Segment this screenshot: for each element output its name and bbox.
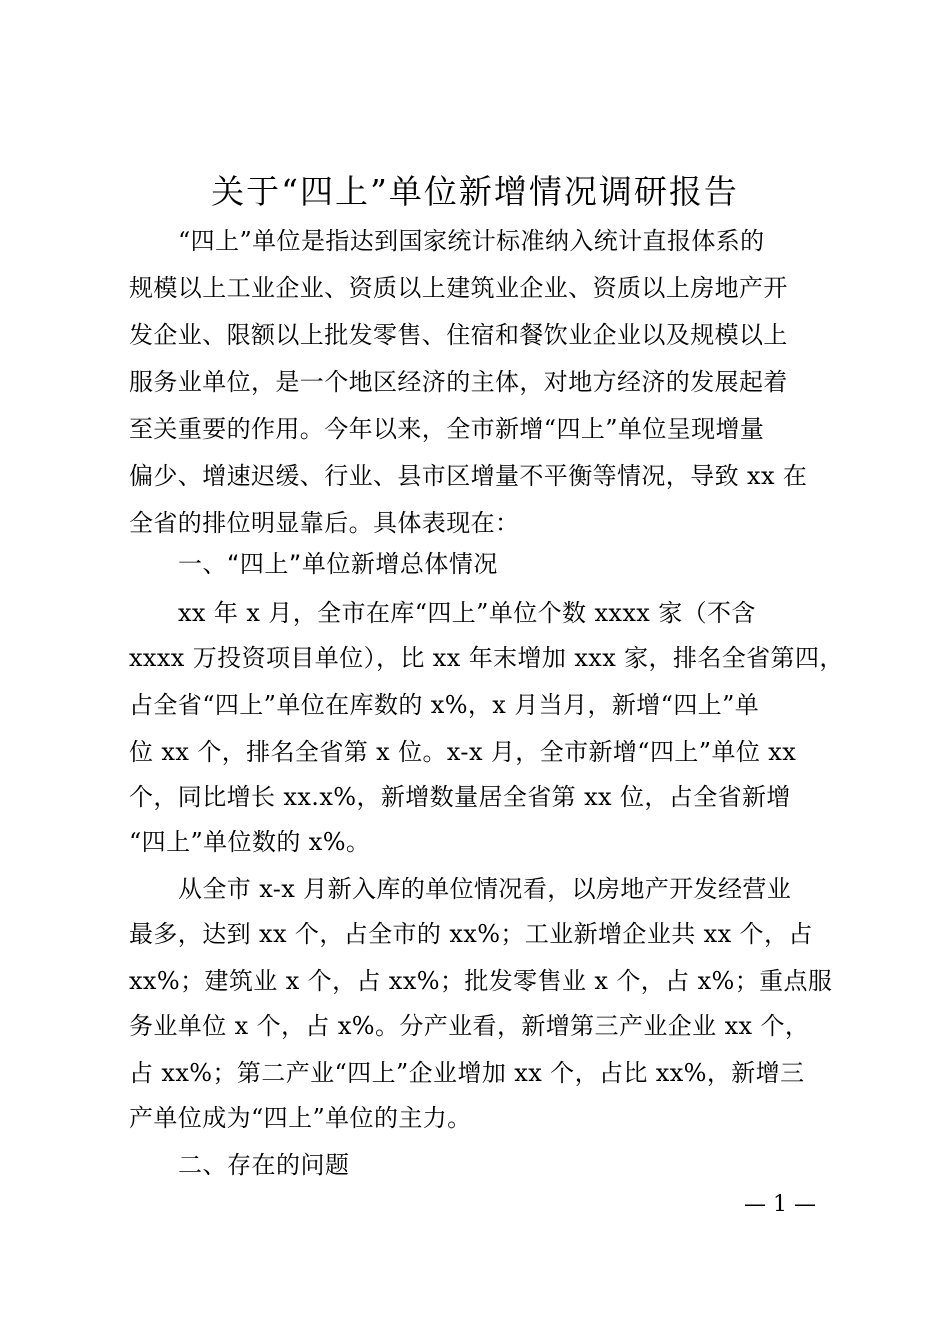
paragraph-line: 占 xx%；第二产业“四上”企业增加 xx 个，占比 xx%，新增三: [129, 1059, 805, 1087]
paragraph-line: “四上”单位数的 x%。: [129, 828, 371, 856]
paragraph-line: 务业单位 x 个，占 x%。分产业看，新增第三产业企业 xx 个，: [129, 1012, 810, 1040]
paragraph-line: 从全市 x-x 月新入库的单位情况看，以房地产开发经营业: [178, 875, 792, 903]
intro-line: 服务业单位，是一个地区经济的主体，对地方经济的发展起着: [129, 368, 788, 396]
intro-line: 至关重要的作用。今年以来，全市新增“四上”单位呈现增量: [129, 415, 765, 443]
paragraph-line: xx%；建筑业 x 个，占 xx%；批发零售业 x 个，占 x%；重点服: [129, 967, 833, 995]
intro-line: 规模以上工业企业、资质以上建筑业企业、资质以上房地产开: [129, 274, 788, 302]
paragraph-line: 最多，达到 xx 个，占全市的 xx%；工业新增企业共 xx 个，占: [129, 920, 813, 948]
section-heading: 一、“四上”单位新增总体情况: [178, 550, 498, 578]
paragraph-line: 个，同比增长 xx.x%，新增数量居全省第 xx 位，占全省新增: [129, 783, 791, 811]
document-title: 关于“四上”单位新增情况调研报告: [211, 172, 739, 211]
intro-line: 发企业、限额以上批发零售、住宿和餐饮业企业以及规模以上: [129, 321, 788, 349]
intro-line: 全省的排位明显靠后。具体表现在：: [129, 509, 520, 537]
section-heading: 二、存在的问题: [178, 1151, 350, 1179]
intro-line: “四上”单位是指达到国家统计标准纳入统计直报体系的: [178, 227, 765, 255]
paragraph-line: xx 年 x 月，全市在库“四上”单位个数 xxxx 家（不含: [178, 599, 756, 627]
paragraph-line: 占全省“四上”单位在库数的 x%，x 月当月，新增“四上”单: [129, 691, 760, 719]
paragraph-line: 产单位成为“四上”单位的主力。: [129, 1104, 472, 1132]
paragraph-line: 位 xx 个，排名全省第 x 位。x-x 月，全市新增“四上”单位 xx: [129, 738, 797, 766]
paragraph-line: xxxx 万投资项目单位），比 xx 年末增加 xxx 家，排名全省第四，: [129, 644, 844, 672]
page-number: — 1 —: [744, 1192, 816, 1217]
intro-line: 偏少、增速迟缓、行业、县市区增量不平衡等情况，导致 xx 在: [129, 462, 808, 490]
